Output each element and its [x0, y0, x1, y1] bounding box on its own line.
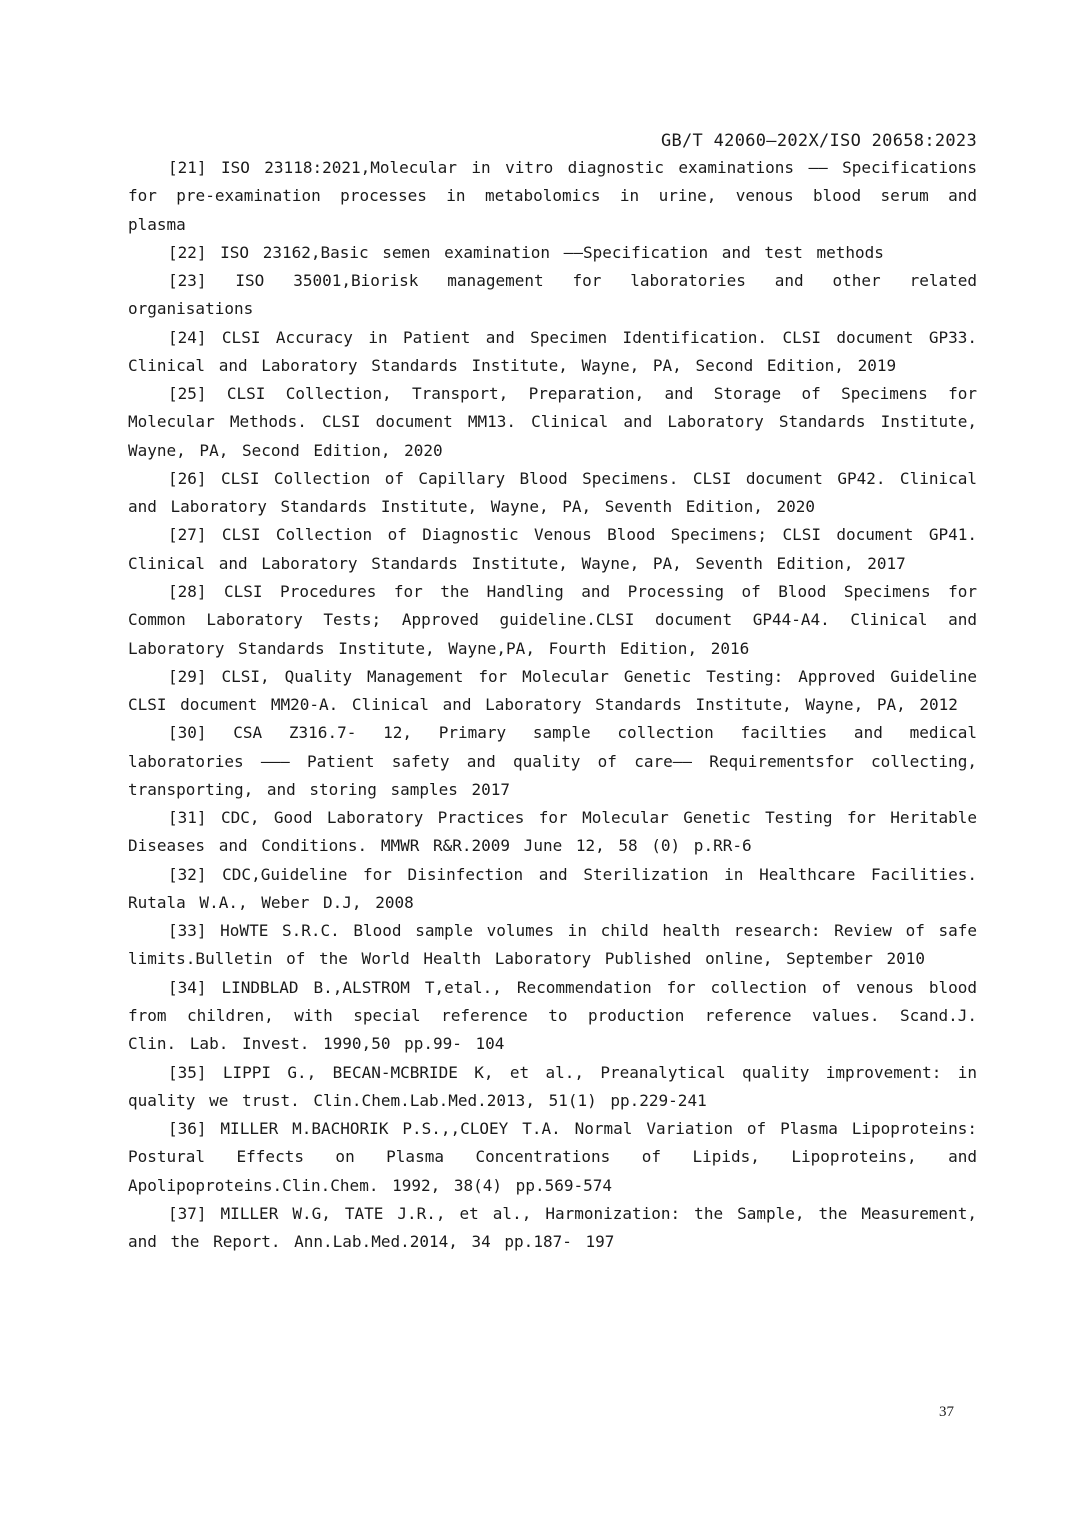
reference-30: [30] CSA Z316.7- 12, Primary sample collection facilties and medical laboratories ——— Patient safety and quality of care—— Requirementsfor collecting, transporting, and storing samples 2017	[128, 723, 977, 799]
reference-27: [27] CLSI Collection of Diagnostic Venous Blood Specimens; CLSI document GP41. Clinical and Laboratory Standards Institute, Wayne, PA, Seventh Edition, 2017	[128, 525, 977, 573]
page-number: 37	[939, 1404, 954, 1420]
reference-34: [34] LINDBLAD B.,ALSTROM T,etal., Recommendation for collection of venous blood from children, with special reference to production reference values. Scand.J. Clin. Lab. Invest. 1990,50 pp.99- 104	[128, 977, 977, 1054]
reference-26: [26] CLSI Collection of Capillary Blood Specimens. CLSI document GP42. Clinical and Laboratory Standards Institute, Wayne, PA, Seventh Edition, 2020	[128, 468, 977, 517]
reference-24: [24] CLSI Accuracy in Patient and Specimen Identification. CLSI document GP33. Clinical and Laboratory Standards Institute, Wayne, PA, Second Edition, 2019	[128, 327, 977, 375]
reference-25: [25] CLSI Collection, Transport, Preparation, and Storage of Specimens for Molecular Methods. CLSI document MM13. Clinical and Laboratory Standards Institute, Wayne, PA, Second Edition, 2020	[128, 384, 977, 460]
reference-23: [23] ISO 35001,Biorisk management for laboratories and other related organisations	[128, 271, 977, 319]
bibliography-list	[128, 154, 977, 1256]
reference-22: [22] ISO 23162,Basic semen examination ——Specification and test methods	[168, 242, 884, 262]
reference-36: [36] MILLER M.BACHORIK P.S.,,CLOEY T.A. Normal Variation of Plasma Lipoproteins: Postural Effects on Plasma Concentrations of Lipids, Lipoproteins, and Apolipoproteins.Clin.Chem. 1992, 38(4) pp.569-574	[128, 1119, 977, 1195]
reference-31: [31] CDC, Good Laboratory Practices for Molecular Genetic Testing for Heritable Diseases and Conditions. MMWR R&R.2009 June 12, 58 (0) p.RR-6	[128, 808, 977, 856]
reference-37: [37] MILLER W.G, TATE J.R., et al., Harmonization: the Sample, the Measurement, and the Report. Ann.Lab.Med.2014, 34 pp.187- 197	[128, 1203, 977, 1252]
standard-code-header: GB/T 42060—202X/ISO 20658:2023	[660, 131, 977, 151]
reference-28: [28] CLSI Procedures for the Handling and Processing of Blood Specimens for Common Laboratory Tests; Approved guideline.CLSI document GP44-A4. Clinical and Laboratory Standards Institute, Wayne,PA, Fourth Edition, 2016	[128, 581, 977, 658]
reference-33: [33] HoWTE S.R.C. Blood sample volumes in child health research: Review of safe limits.Bulletin of the World Health Laboratory Published online, September 2010	[128, 921, 977, 969]
reference-29: [29] CLSI, Quality Management for Molecular Genetic Testing: Approved Guideline CLSI document MM20-A. Clinical and Laboratory Standards Institute, Wayne, PA, 2012	[128, 666, 977, 715]
reference-21: [21] ISO 23118:2021,Molecular in vitro diagnostic examinations —— Specifications for pre-examination processes in metabolomics in urine, venous blood serum and plasma	[128, 158, 977, 234]
reference-32: [32] CDC,Guideline for Disinfection and Sterilization in Healthcare Facilities. Rutala W.A., Weber D.J, 2008	[128, 864, 977, 912]
reference-35: [35] LIPPI G., BECAN-MCBRIDE K, et al., Preanalytical quality improvement: in quality we trust. Clin.Chem.Lab.Med.2013, 51(1) pp.229-241	[128, 1062, 977, 1110]
